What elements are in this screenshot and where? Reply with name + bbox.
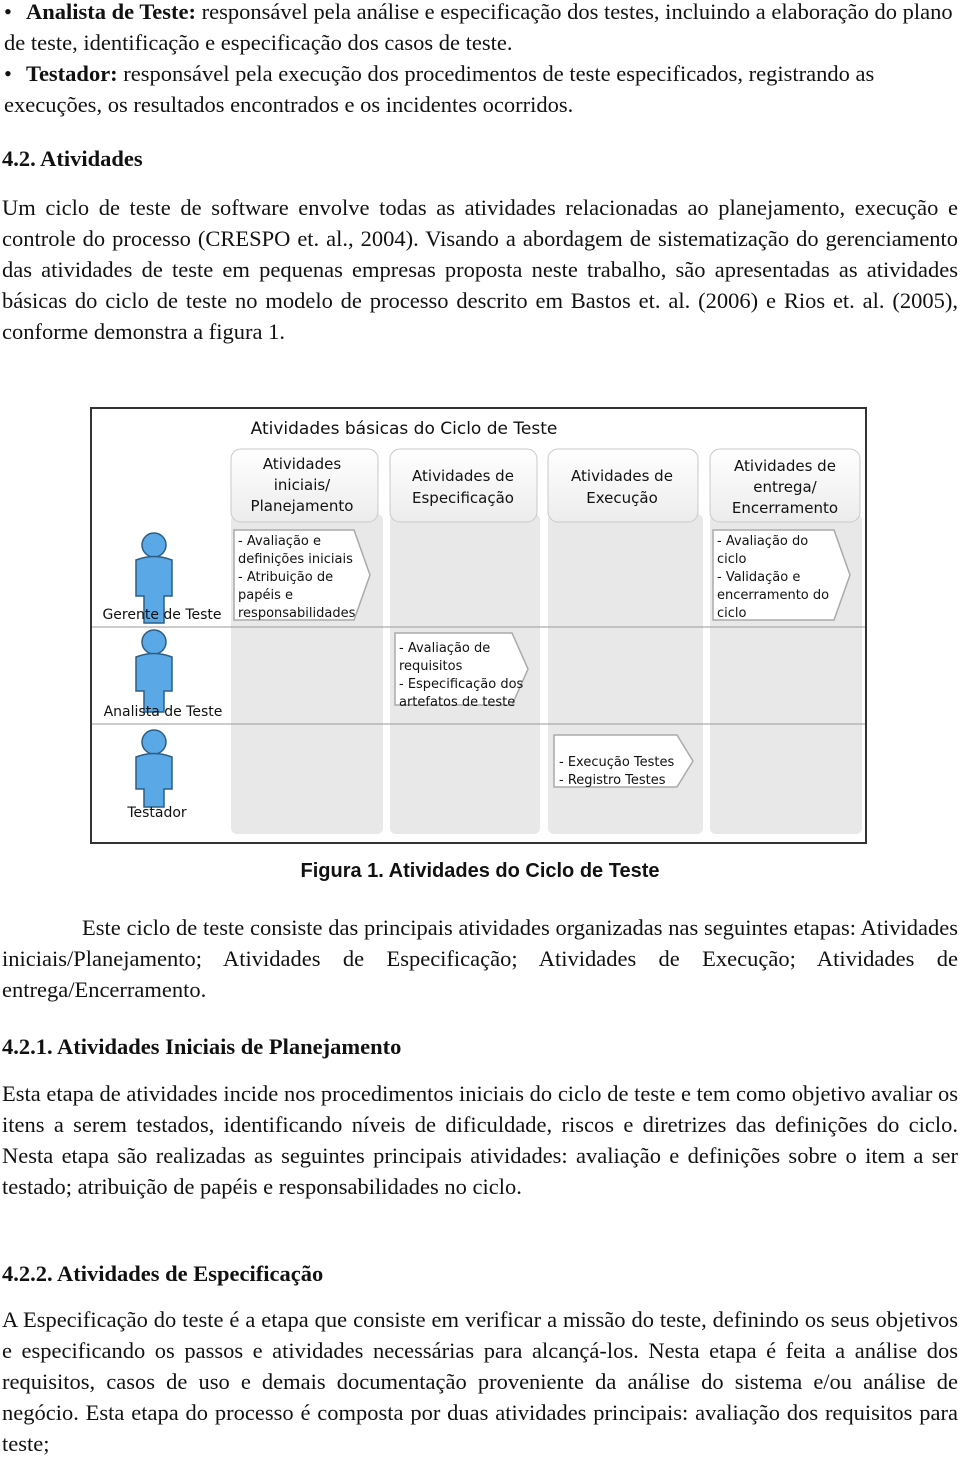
task-analista-line-2: requisitos — [399, 659, 463, 674]
column-4-line-2: entrega/ — [753, 478, 817, 496]
task-gerente-1-line-4: papéis e — [238, 588, 293, 603]
column-1-line-3: Planejamento — [250, 497, 354, 515]
figure-title: Atividades básicas do Ciclo de Teste — [250, 419, 558, 439]
bullet-term: Testador: — [26, 61, 118, 86]
figure-caption: Figura 1. Atividades do Ciclo de Teste — [300, 860, 660, 882]
bullet-glyph: • — [4, 61, 12, 86]
task-gerente-1-line-1: - Avaliação e — [238, 534, 322, 549]
section-heading-4-2: 4.2. Atividades — [2, 146, 143, 171]
task-gerente-1-line-2: definições iniciais — [238, 552, 353, 567]
section-paragraph-4-2-2: A Especificação do teste é a etapa que consiste em verificar a missão do teste, definindo os seus objetivos e especificando os passos e atividades necessárias para alcançá-los. Nesta etapa é feita a análise dos requisitos, casos de uso e demais documentação proveniente da análise do sistema e/ou análise de negócio. Esta etapa do processo é composta por duas atividades principais: avaliação dos requisitos para teste; — [2, 1307, 958, 1456]
task-analista-line-3: - Especificação dos — [399, 677, 524, 692]
task-gerente-4-line-2: ciclo — [717, 552, 747, 567]
task-gerente-4-line-1: - Avaliação do — [717, 534, 809, 549]
section-heading-4-2-2: 4.2.2. Atividades de Especificação — [2, 1261, 324, 1286]
column-4-line-3: Encerramento — [731, 499, 839, 517]
figure-ciclo-teste — [90, 407, 867, 844]
column-2-line-2: Especificação — [412, 489, 514, 507]
person-icon-analista — [136, 630, 172, 712]
column-3-line-1: Atividades de — [571, 467, 673, 485]
role-bullet-list — [4, 0, 958, 120]
bullet-text: responsável pela execução dos procedimentos de teste especificados, registrando as execuções, os resultados encontrados e os incidentes ocorridos. — [4, 61, 875, 117]
column-4-line-1: Atividades de — [734, 457, 836, 475]
column-header-2 — [390, 449, 537, 522]
bullet-term: Analista de Teste: — [26, 0, 197, 24]
column-header-3 — [548, 449, 698, 522]
task-testador-line-1: - Execução Testes — [559, 755, 675, 770]
task-gerente-4-line-3: - Validação e — [717, 570, 801, 585]
task-gerente-1-line-3: - Atribuição de — [238, 570, 334, 585]
task-gerente-4-line-4: encerramento do — [717, 588, 830, 603]
bullet-testador — [4, 58, 958, 120]
person-icon-testador — [136, 730, 172, 807]
figure-diagram — [92, 409, 865, 842]
section-heading-4-2-1: 4.2.1. Atividades Iniciais de Planejamento — [2, 1034, 402, 1059]
task-analista-line-1: - Avaliação de — [399, 641, 491, 656]
column-2-line-1: Atividades de — [412, 467, 514, 485]
bullet-glyph: • — [4, 0, 12, 24]
role-label-analista: Analista de Teste — [103, 704, 223, 720]
paragraph-after-figure: Este ciclo de teste consiste das principais atividades organizadas nas seguintes etapas: Atividades iniciais/Planejamento; Atividades de Especificação; Atividades de Execução; Atividades de entrega/Encerramento. — [2, 915, 958, 1002]
section-paragraph-4-2-1: Esta etapa de atividades incide nos procedimentos iniciais do ciclo de teste e tem como objetivo avaliar os itens a serem testados, identificando níveis de dificuldade, riscos e diretrizes das definições do ciclo. Nesta etapa são realizadas as seguintes principais atividades: avaliação e definições sobre o item a ser testado; atribuição de papéis e responsabilidades no ciclo. — [2, 1081, 958, 1199]
bullet-analista — [4, 0, 958, 58]
task-gerente-1-line-5: responsabilidades — [238, 606, 356, 621]
section-paragraph-4-2: Um ciclo de teste de software envolve todas as atividades relacionadas ao planejamento, execução e controle do processo (CRESPO et. al., 2004). Visando a abordagem de sistematização do gerenciamento das atividades de teste em pequenas empresas proposta neste trabalho, são apresentadas as atividades básicas do ciclo de teste no modelo de processo descrito em Bastos et. al. (2006) e Rios et. al. (2005), conforme demonstra a figura 1. — [2, 195, 958, 344]
column-1-line-2: iniciais/ — [273, 476, 331, 494]
role-label-testador: Testador — [127, 805, 187, 821]
column-3-line-2: Execução — [586, 489, 658, 507]
task-gerente-4-line-5: ciclo — [717, 606, 747, 621]
task-analista-line-4: artefatos de teste — [399, 695, 516, 710]
role-label-gerente: Gerente de Teste — [102, 607, 222, 623]
bullet-text: responsável pela análise e especificação dos testes, incluindo a elaboração do plano de teste, identificação e especificação dos casos de teste. — [4, 0, 953, 55]
task-testador-line-2: - Registro Testes — [559, 773, 666, 788]
column-1-line-1: Atividades — [262, 455, 342, 473]
